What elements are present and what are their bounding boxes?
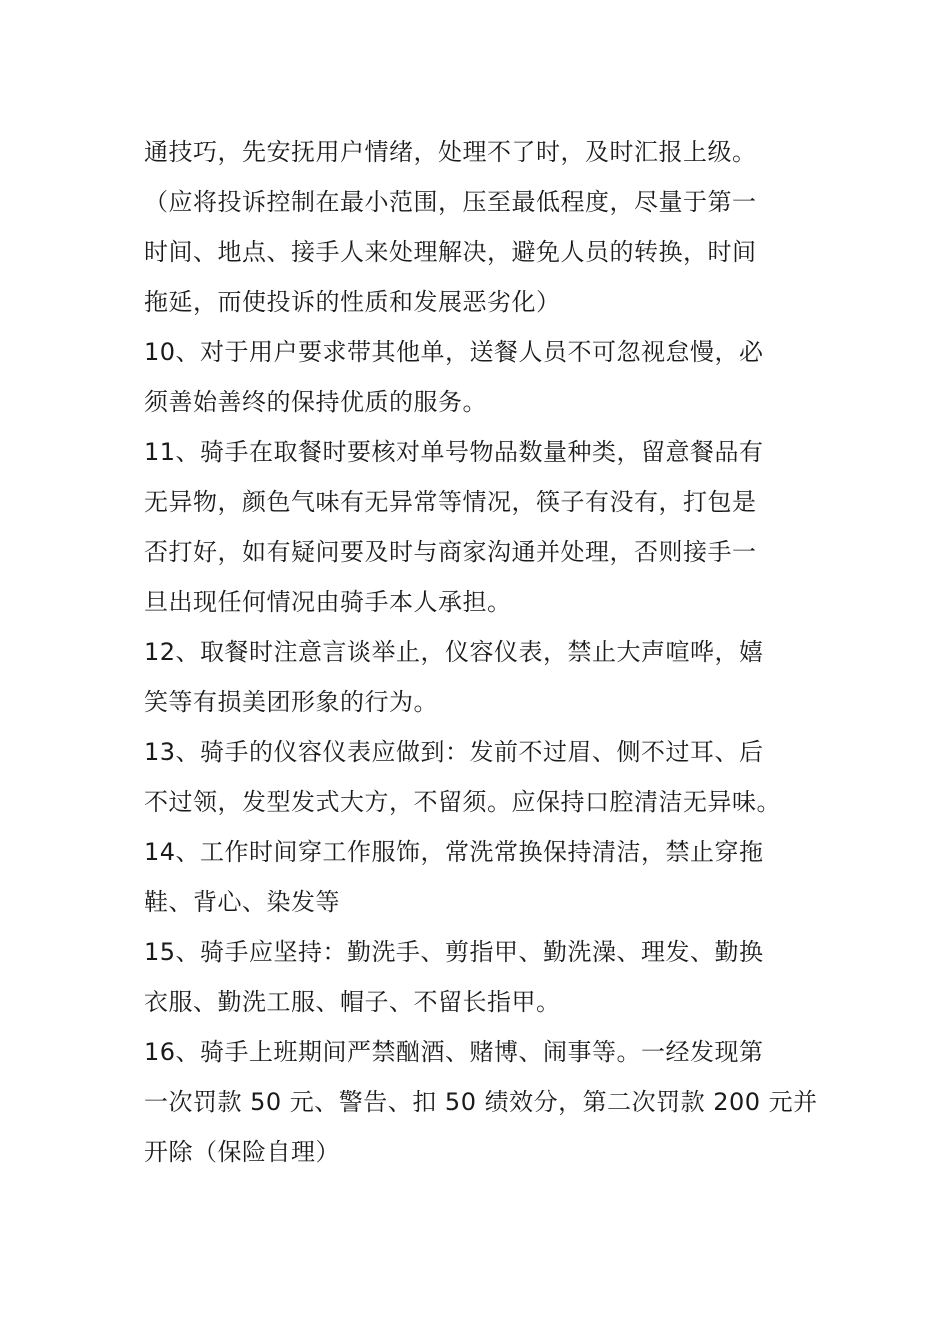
- text-line: 10、对于用户要求带其他单，送餐人员不可忽视怠慢，必: [144, 338, 764, 366]
- text-line: 12、取餐时注意言谈举止，仪容仪表，禁止大声喧哗，嬉: [144, 638, 764, 666]
- text-line: 15、骑手应坚持：勤洗手、剪指甲、勤洗澡、理发、勤换: [144, 938, 764, 966]
- text-line: 无异物，颜色气味有无异常等情况，筷子有没有，打包是: [144, 488, 757, 516]
- paragraph-complaint-handling: [144, 127, 824, 327]
- text-line: 13、骑手的仪容仪表应做到：发前不过眉、侧不过耳、后: [144, 738, 764, 766]
- paragraph-rule-15: [144, 927, 824, 1027]
- text-line: 须善始善终的保持优质的服务。: [144, 388, 487, 416]
- text-line: 通技巧，先安抚用户情绪，处理不了时，及时汇报上级。: [144, 138, 757, 166]
- text-line: 拖延，而使投诉的性质和发展恶劣化）: [144, 288, 561, 316]
- paragraph-rule-16: [144, 1027, 824, 1177]
- text-line: 不过领，发型发式大方，不留须。应保持口腔清洁无异味。: [144, 788, 781, 816]
- paragraph-rule-13: [144, 727, 824, 827]
- paragraph-rule-10: [144, 327, 824, 427]
- text-line: （应将投诉控制在最小范围，压至最低程度，尽量于第一: [144, 188, 757, 216]
- text-line: 否打好，如有疑问要及时与商家沟通并处理，否则接手一: [144, 538, 757, 566]
- paragraph-rule-12: [144, 627, 824, 727]
- text-line: 笑等有损美团形象的行为。: [144, 688, 438, 716]
- text-line: 时间、地点、接手人来处理解决，避免人员的转换，时间: [144, 238, 757, 266]
- text-line: 衣服、勤洗工服、帽子、不留长指甲。: [144, 988, 561, 1016]
- text-line: 11、骑手在取餐时要核对单号物品数量种类，留意餐品有: [144, 438, 764, 466]
- text-line: 一次罚款 50 元、警告、扣 50 绩效分，第二次罚款 200 元并: [144, 1088, 818, 1116]
- paragraph-rule-14: [144, 827, 824, 927]
- document-body: [144, 127, 824, 1177]
- text-line: 开除（保险自理）: [144, 1138, 340, 1166]
- text-line: 旦出现任何情况由骑手本人承担。: [144, 588, 512, 616]
- paragraph-rule-11: [144, 427, 824, 627]
- text-line: 16、骑手上班期间严禁酗酒、赌博、闹事等。一经发现第: [144, 1038, 764, 1066]
- text-line: 14、工作时间穿工作服饰，常洗常换保持清洁，禁止穿拖: [144, 838, 764, 866]
- text-line: 鞋、背心、染发等: [144, 888, 340, 916]
